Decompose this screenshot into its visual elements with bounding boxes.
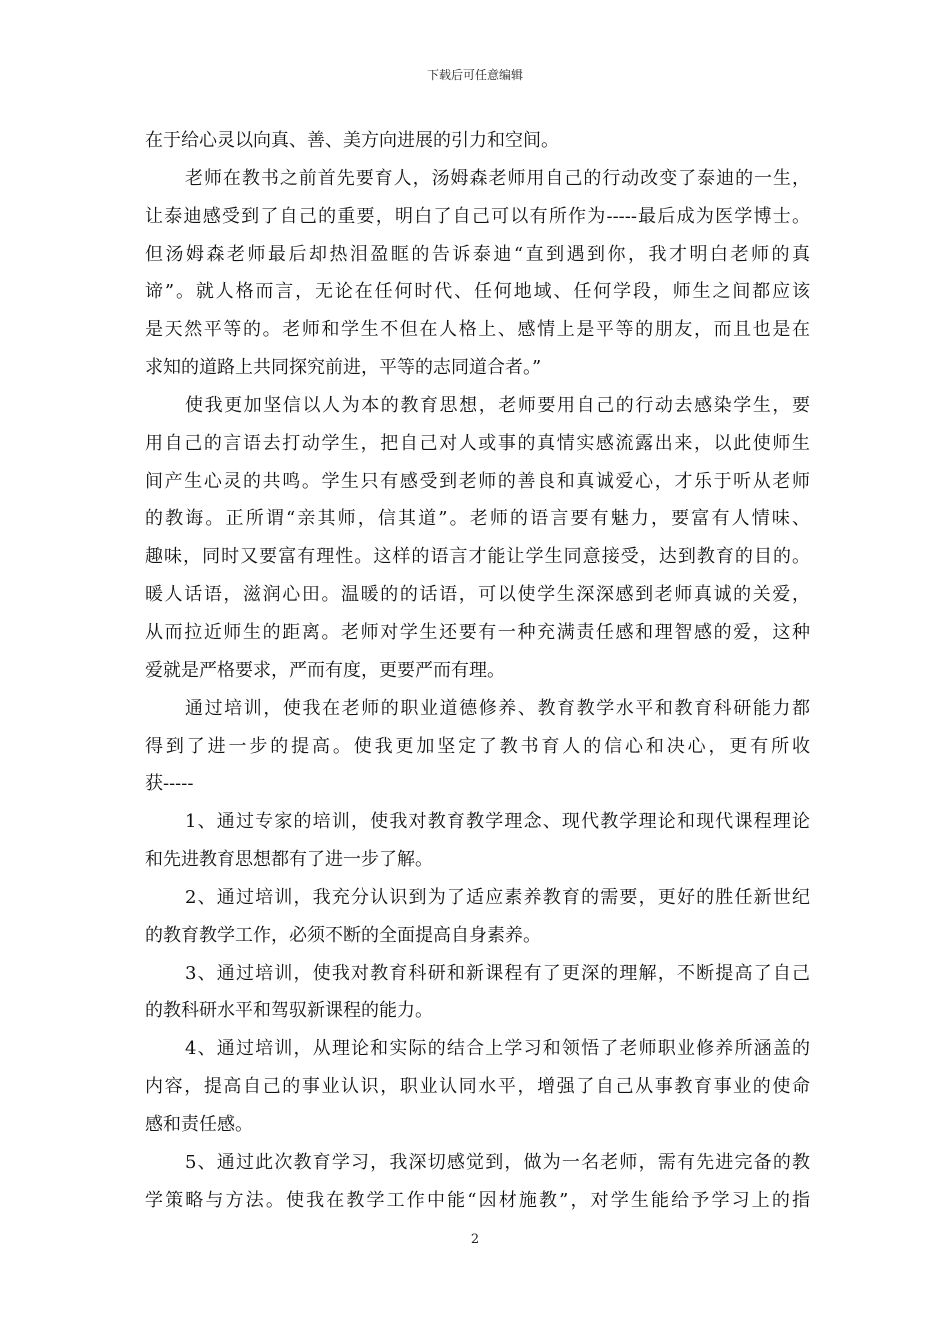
text-line: 用自己的言语去打动学生，把自己对人或事的真情实感流露出来，以此使师生	[145, 432, 810, 454]
text-line: 学策略与方法。使我在教学工作中能“因材施教”，对学生能给予学习上的指	[145, 1189, 810, 1211]
page-header: 下载后可任意编辑	[426, 68, 523, 82]
text-line: 从而拉近师生的距离。老师对学生还要有一种充满责任感和理智感的爱，这种	[145, 621, 810, 643]
text-line: 3、通过培训，使我对教育科研和新课程有了更深的理解，不断提高了自己	[185, 962, 810, 984]
text-line: 5、通过此次教育学习，我深切感觉到，做为一名老师，需有先进完备的教	[185, 1151, 810, 1173]
text-line: 在于给心灵以向真、善、美方向进展的引力和空间。	[145, 130, 559, 151]
text-line: 的教育教学工作，必须不断的全面提高自身素养。	[145, 924, 541, 946]
text-line: 谛”。就人格而言，无论在任何时代、任何地域、任何学段，师生之间都应该	[145, 281, 810, 303]
text-line: 感和责任感。	[145, 1113, 253, 1135]
text-line: 4、通过培训，从理论和实际的结合上学习和领悟了老师职业修养所涵盖的	[185, 1038, 810, 1060]
page-number: 2	[470, 1232, 480, 1247]
text-line: 2、通过培训，我充分认识到为了适应素养教育的需要，更好的胜任新世纪	[185, 886, 810, 908]
text-line: 让泰迪感受到了自己的重要，明白了自己可以有所作为-----最后成为医学博士。	[145, 205, 810, 227]
text-line: 和先进教育思想都有了进一步了解。	[145, 849, 433, 871]
document-body	[145, 122, 810, 1219]
text-line: 间产生心灵的共鸣。学生只有感受到老师的善良和真诚爱心，才乐于听从老师	[145, 470, 810, 492]
text-line: 老师在教书之前首先要育人，汤姆森老师用自己的行动改变了泰迪的一生，	[185, 167, 810, 189]
text-line: 获-----	[145, 773, 194, 795]
text-line: 趣味，同时又要富有理性。这样的语言才能让学生同意接受，达到教育的目的。	[145, 546, 810, 568]
text-line: 的教诲。正所谓“亲其师，信其道”。老师的语言要有魅力，要富有人情味、	[145, 508, 810, 530]
text-line: 是天然平等的。老师和学生不但在人格上、感情上是平等的朋友，而且也是在	[145, 319, 810, 341]
text-line: 使我更加坚信以人为本的教育思想，老师要用自己的行动去感染学生，要	[185, 394, 810, 416]
text-line: 得到了进一步的提高。使我更加坚定了教书育人的信心和决心，更有所收	[145, 735, 810, 757]
text-line: 但汤姆森老师最后却热泪盈眶的告诉泰迪“直到遇到你，我才明白老师的真	[145, 243, 810, 265]
text-line: 暖人话语，滋润心田。温暖的的话语，可以使学生深深感到老师真诚的关爱，	[145, 584, 810, 606]
text-line: 爱就是严格要求，严而有度，更要严而有理。	[145, 659, 505, 681]
text-line: 1、通过专家的培训，使我对教育教学理念、现代教学理论和现代课程理论	[185, 811, 810, 833]
text-line: 通过培训，使我在老师的职业道德修养、教育教学水平和教育科研能力都	[185, 697, 810, 719]
text-line: 内容，提高自己的事业认识，职业认同水平，增强了自己从事教育事业的使命	[145, 1076, 810, 1098]
text-line: 求知的道路上共同探究前进，平等的志同道合者。”	[145, 357, 542, 379]
text-line: 的教科研水平和驾驭新课程的能力。	[145, 1000, 433, 1022]
